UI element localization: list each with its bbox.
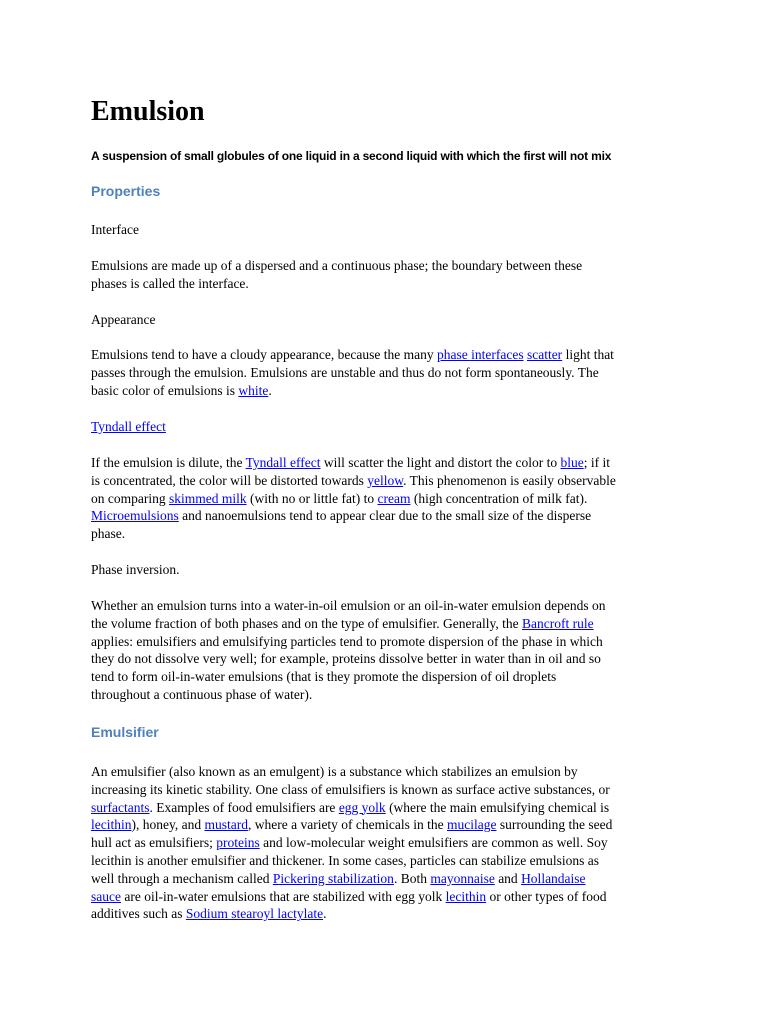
text-run: additives such as	[91, 906, 186, 922]
text-run: . Both	[393, 870, 431, 886]
text-run: (with no or little fat) to	[246, 490, 378, 506]
text-line: Whether an emulsion turns into a water-in-oil emulsion or an oil-in-water emulsion depends on	[91, 598, 606, 613]
text-run: hull act as emulsifiers;	[91, 835, 217, 851]
text-run: .	[268, 382, 272, 398]
paragraph-appearance	[91, 346, 691, 399]
text-run: and nanoemulsions tend to appear clear due to the small size of the disperse	[178, 508, 592, 524]
text-run: (high concentration of milk fat).	[410, 490, 588, 506]
text-line: tend to form oil-in-water emulsions (that is they promote the dispersion of oil droplets	[91, 669, 557, 685]
label-interface: Interface	[91, 222, 139, 237]
text-line	[91, 905, 691, 923]
text-run: the volume fraction of both phases and on the type of emulsifier. Generally, the	[91, 615, 522, 631]
heading-properties: Properties	[91, 183, 161, 199]
link-bancroft-rule[interactable]: Bancroft rule	[522, 615, 594, 631]
text-line	[91, 816, 691, 834]
text-line	[91, 472, 691, 490]
text-line: they do not dissolve very well; for example, proteins dissolve better in water than in oil and so	[91, 651, 601, 667]
text-line	[91, 870, 691, 888]
link-mustard[interactable]: mustard	[204, 817, 248, 833]
label-phase-inversion: Phase inversion.	[91, 562, 180, 577]
link-surfactants[interactable]: surfactants	[91, 799, 150, 815]
text-run: surrounding the seed	[496, 817, 613, 833]
page-title: Emulsion	[91, 96, 205, 127]
text-run: and	[494, 870, 522, 886]
text-line: Emulsions are made up of a dispersed and a continuous phase; the boundary between these	[91, 258, 583, 273]
link-blue[interactable]: blue	[560, 455, 584, 470]
paragraph-interface	[91, 257, 691, 293]
link-egg-yolk[interactable]: egg yolk	[338, 799, 386, 815]
link-cream[interactable]: cream	[377, 490, 411, 506]
text-line: throughout a continuous phase of water).	[91, 686, 313, 702]
text-run: are oil-in-water emulsions that are stabilized with egg yolk	[120, 888, 446, 904]
text-line: lecithin is another emulsifier and thickener. In some cases, particles can stabilize emulsions as	[91, 852, 599, 868]
text-line	[91, 799, 691, 817]
text-run: , where a variety of chemicals in the	[247, 817, 448, 833]
link-white[interactable]: white	[238, 382, 269, 398]
text-run: .	[323, 906, 327, 922]
text-line	[91, 382, 691, 400]
text-line	[91, 454, 691, 472]
link-hollandaise-sauce[interactable]: Hollandaise	[521, 870, 586, 886]
text-line: passes through the emulsion. Emulsions are unstable and thus do not form spontaneously. The	[91, 364, 599, 380]
text-line: applies: emulsifiers and emulsifying particles tend to promote dispersion of the phase in which	[91, 633, 603, 649]
text-run: will scatter the light and distort the color to	[320, 455, 561, 470]
text-line: phases is called the interface.	[91, 275, 249, 291]
link-sodium-stearoyl-lactylate[interactable]: Sodium stearoyl lactylate	[185, 906, 324, 922]
paragraph-emulsifier	[91, 763, 691, 923]
text-run: If the emulsion is dilute, the	[91, 455, 246, 470]
text-run: ; if it	[583, 455, 610, 470]
paragraph-tyndall	[91, 454, 691, 543]
label-tyndall-effect	[91, 418, 691, 436]
text-line	[91, 834, 691, 852]
link-scatter[interactable]: scatter	[526, 347, 563, 362]
link-mucilage[interactable]: mucilage	[447, 817, 497, 833]
text-run: and low-molecular weight emulsifiers are common as well. Soy	[259, 835, 608, 851]
text-line	[91, 490, 691, 508]
text-run: (where the main emulsifying chemical is	[385, 799, 610, 815]
text-line	[91, 615, 691, 633]
link-microemulsions[interactable]: Microemulsions	[91, 508, 179, 524]
text-run: . This phenomenon is easily observable	[403, 472, 616, 488]
link-tyndall-effect-heading[interactable]: Tyndall effect	[91, 419, 166, 434]
text-line: phase.	[91, 526, 126, 542]
heading-emulsifier: Emulsifier	[91, 724, 159, 740]
link-pickering-stabilization[interactable]: Pickering stabilization	[272, 870, 394, 886]
text-line: An emulsifier (also known as an emulgent) is a substance which stabilizes an emulsion by	[91, 764, 578, 779]
text-line	[91, 346, 691, 364]
link-hollandaise-sauce-cont[interactable]: sauce	[91, 888, 121, 904]
text-run: well through a mechanism called	[91, 870, 273, 886]
link-skimmed-milk[interactable]: skimmed milk	[168, 490, 247, 506]
link-lecithin-2[interactable]: lecithin	[445, 888, 487, 904]
text-run: or other types of food	[486, 888, 607, 904]
text-run: is concentrated, the color will be distorted towards	[91, 472, 368, 488]
text-line: increasing its kinetic stability. One class of emulsifiers is known as surface active substances, or	[91, 781, 610, 797]
text-line	[91, 507, 691, 525]
text-run: light that	[562, 347, 614, 362]
text-line	[91, 888, 691, 906]
link-proteins[interactable]: proteins	[216, 835, 260, 851]
page-subtitle: A suspension of small globules of one liquid in a second liquid with which the first will not mix	[91, 149, 612, 163]
link-tyndall-effect[interactable]: Tyndall effect	[245, 455, 321, 470]
text-run: . Examples of food emulsifiers are	[149, 799, 339, 815]
text-run: on comparing	[91, 490, 169, 506]
link-phase-interfaces[interactable]: phase interfaces	[437, 347, 524, 362]
link-lecithin[interactable]: lecithin	[91, 817, 132, 833]
link-mayonnaise[interactable]: mayonnaise	[430, 870, 495, 886]
text-run: Emulsions tend to have a cloudy appearance, because the many	[91, 347, 437, 362]
text-run: basic color of emulsions is	[91, 382, 239, 398]
text-run: ), honey, and	[131, 817, 205, 833]
link-yellow[interactable]: yellow	[367, 472, 404, 488]
paragraph-phase-inversion	[91, 597, 691, 704]
label-appearance: Appearance	[91, 312, 156, 327]
